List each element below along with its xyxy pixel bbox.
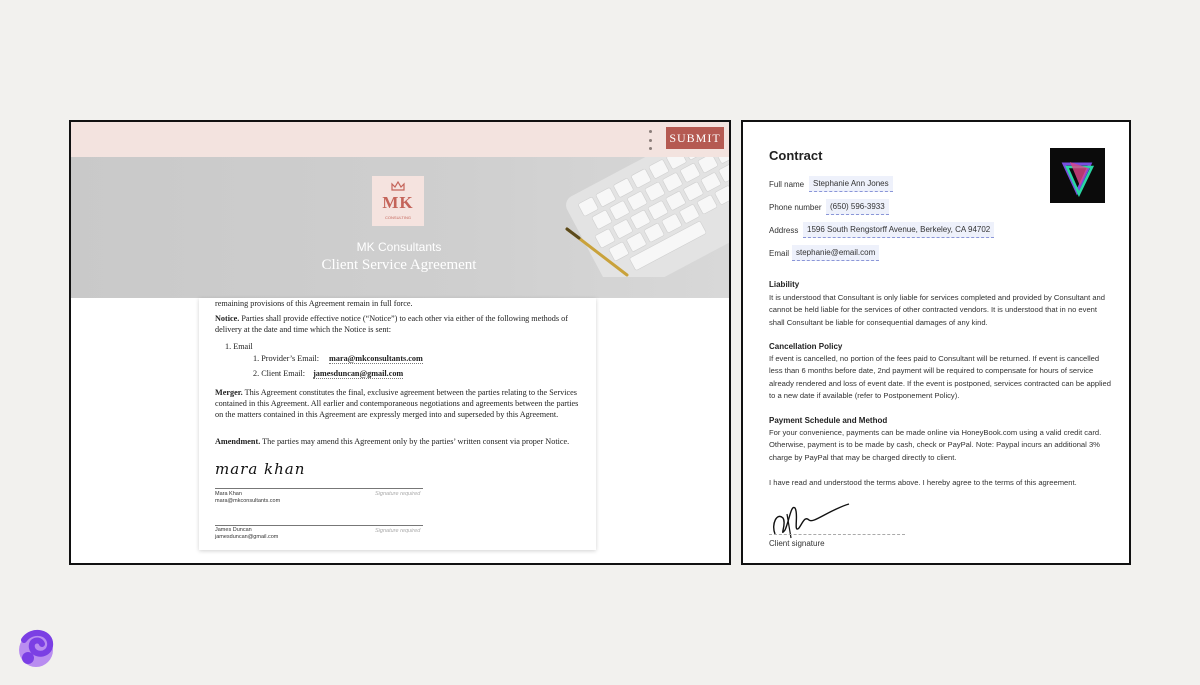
client-email-row [253, 368, 403, 379]
email-field[interactable]: stephanie@email.com [792, 245, 879, 261]
full-name-field[interactable]: Stephanie Ann Jones [809, 176, 893, 192]
address-label: Address [769, 226, 799, 235]
triangle-logo-icon [1050, 148, 1105, 203]
phone-label: Phone number [769, 203, 822, 212]
client-signer-info [215, 527, 278, 541]
keyboard-pen-image [559, 157, 729, 277]
amendment-text: The parties may amend this Agreement only by the parties’ written consent via proper Notice. [262, 437, 570, 446]
notice-heading: Notice. [215, 314, 240, 323]
kebab-menu-icon[interactable] [646, 130, 654, 150]
liability-text: It is understood that Consultant is only liable for services completed and provided by Consultant and cannot be held liable for the services of other contracted vendors. It is understood that in no event shall Consultant be liable for consequential damages of any kind. [769, 293, 1106, 327]
payment-text: For your convenience, payments can be made online via HoneyBook.com using a valid credit card. Otherwise, payment is to be made by cash, check or PayPal. Note: Paypal incurs an additional 3% charge by PayPal that may be charged directly to client. [769, 428, 1102, 462]
email-label: Email [769, 249, 790, 258]
notice-text: Parties shall provide effective notice (“Notice”) to each other via either of the following methods of delivery at the date and time which the Notice is sent: [215, 314, 568, 335]
merger-heading: Merger. [215, 388, 243, 397]
client-signature-line [769, 534, 905, 535]
cancellation-heading: Cancellation Policy [769, 342, 843, 351]
full-name-label: Full name [769, 180, 805, 189]
mk-logo [372, 176, 424, 226]
amendment-clause [215, 436, 582, 447]
client-email-label: 2. Client Email: [253, 369, 306, 378]
amendment-heading: Amendment. [215, 437, 261, 446]
agreement-header [71, 157, 729, 298]
payment-heading: Payment Schedule and Method [769, 416, 888, 425]
cancellation-text: If event is cancelled, no portion of the fees paid to Consultant will be returned. If event is cancelled less than 6 months before date, 2nd payment will be required to compensate for hours of service already rendered and loss of event date. If the event is postponed, services contracted can be applied to a new date if available (refer to Postponement Policy). [769, 354, 1111, 401]
form-toolbar [71, 122, 729, 157]
provider-signer-email: mara@mkconsultants.com [215, 498, 281, 504]
logo-letters: MK [382, 193, 414, 212]
notice-clause [215, 313, 582, 335]
lead-text: remaining provisions of this Agreement remain in full force. [215, 299, 413, 308]
provider-signature-required: Signature required [375, 491, 421, 497]
provider-signer-name: Mara Khan [215, 491, 242, 497]
provider-email-row [253, 353, 423, 364]
submit-button[interactable]: SUBMIT [666, 127, 724, 149]
agreement-statement: I have read and understood the terms above. I hereby agree to the terms of this agreement. [769, 478, 1077, 487]
company-name: MK Consultants [356, 240, 442, 254]
provider-signature[interactable]: mara khan [215, 460, 306, 478]
provider-email-value[interactable]: mara@mkconsultants.com [329, 354, 423, 363]
agreement-title: Client Service Agreement [321, 257, 477, 273]
address-field[interactable]: 1596 South Rengstorff Avenue, Berkeley, CA 94702 [803, 222, 994, 238]
provider-signer-info [215, 491, 280, 505]
client-signer-email: jamesduncan@gmail.com [215, 534, 279, 540]
logo-tagline: CONSULTING [385, 215, 411, 220]
contract-panel [741, 120, 1131, 565]
list-item-email: 1. Email [225, 342, 253, 351]
merger-text: This Agreement constitutes the final, exclusive agreement between the parties relating to the Services contained in this Agreement. All earlier and contemporaneous negotiations and agreements between the parties on the matters contained in this Agreement are expressly merged into and superseded by this Agreement. [215, 388, 579, 420]
phone-field[interactable]: (650) 596-3933 [826, 199, 889, 215]
client-signature-label: Client signature [769, 539, 825, 548]
client-service-agreement-panel [69, 120, 731, 565]
brand-logo-icon [14, 626, 58, 670]
liability-heading: Liability [769, 280, 800, 289]
client-email-value[interactable]: jamesduncan@gmail.com [313, 369, 404, 378]
client-signer-name: James Duncan [215, 527, 252, 533]
agreement-document [199, 298, 596, 550]
merger-clause [215, 387, 582, 421]
client-signature-required: Signature required [375, 528, 421, 534]
contract-title: Contract [769, 148, 823, 163]
provider-email-label: 1. Provider’s Email: [253, 354, 320, 363]
crown-icon [391, 181, 405, 191]
